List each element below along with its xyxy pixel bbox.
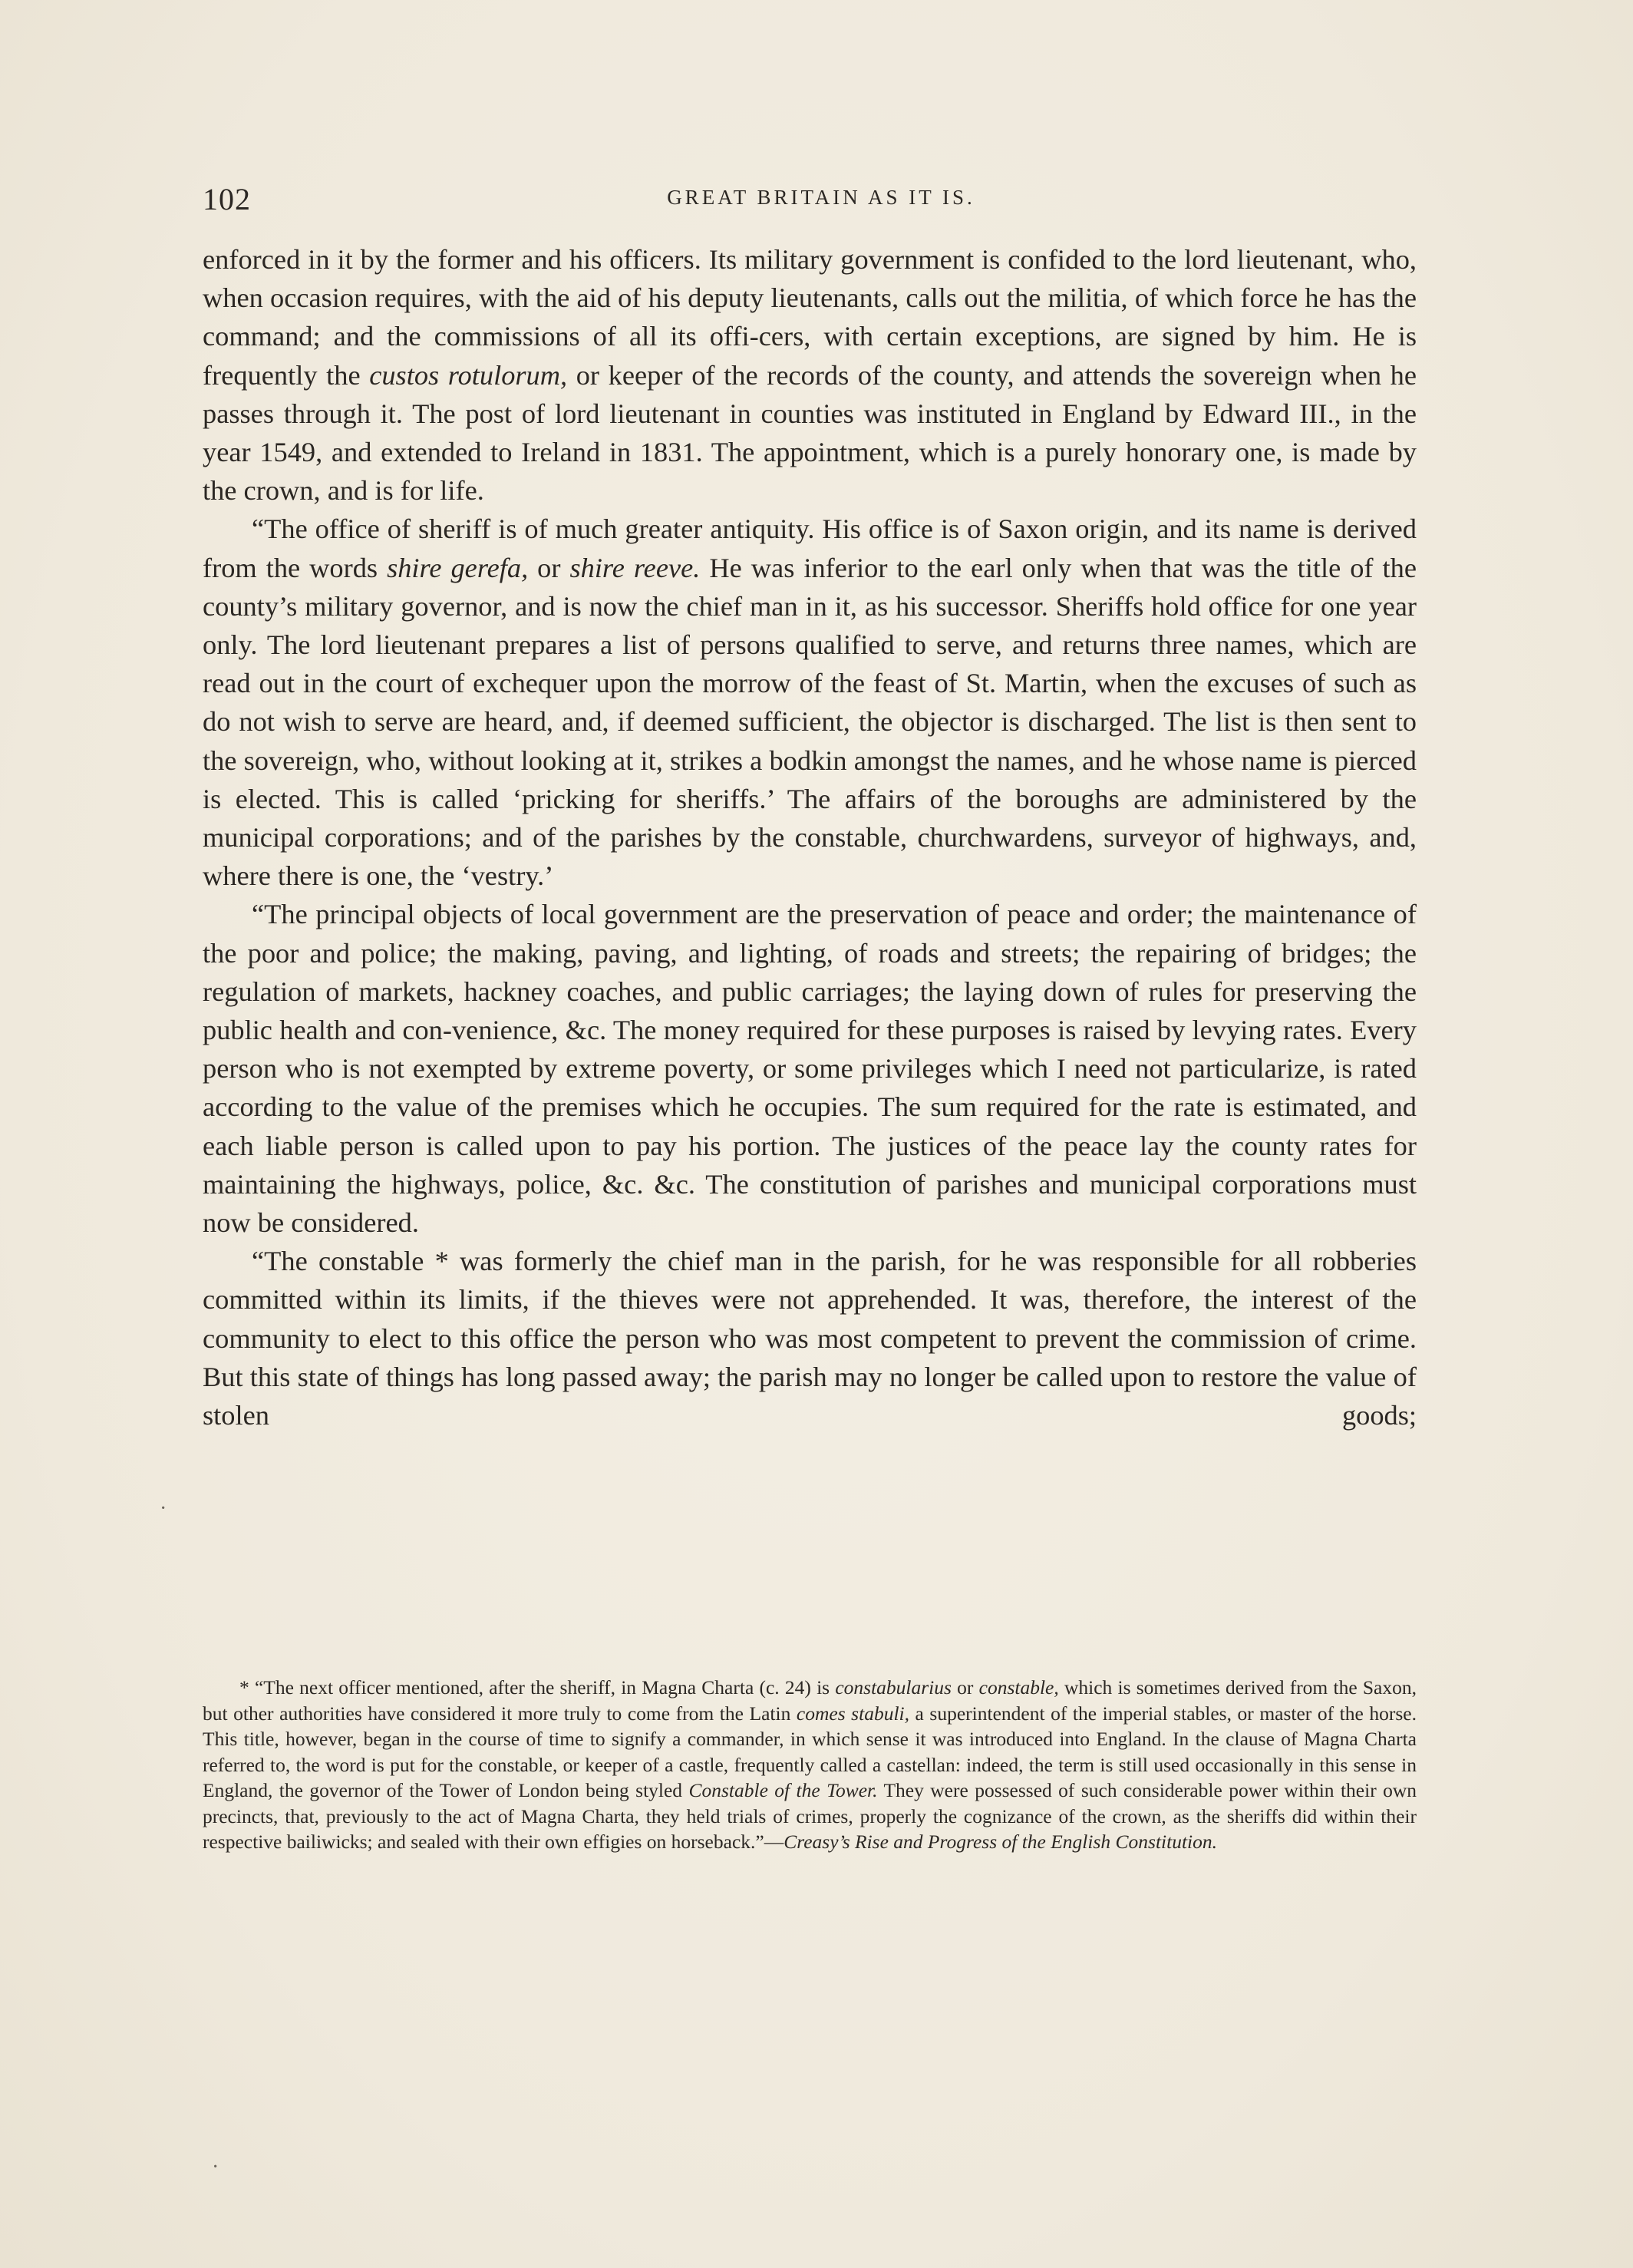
text-run-italic: custos rotulorum, [369, 359, 568, 391]
text-run: “The office of sheriff is of much greater antiquity. His office is of Saxon origin, and its name is derived from the words [203, 513, 1417, 583]
margin-mark: · [212, 2155, 219, 2179]
paragraph-constable [203, 1242, 1417, 1434]
text-run: “The principal objects of local government are the preservation of peace and order; the maintenance of the poor and police; the making, paving, and lighting, of roads and streets; the repairing of bridges; the regulation of markets, hackney coaches, and public carriages; the laying down of rules for preserving the public health and con-venience, &c. The money required for these purposes is raised by levying rates. Every person who is not exempted by extreme poverty, or some privileges which I need not particularize, is rated according to the value of the premises which he occupies. The sum required for the rate is estimated, and each liable person is called upon to pay his portion. The justices of the peace lay the county rates for maintaining the highways, police, &c. &c. The constitution of parishes and municipal corporations must now be considered. [203, 899, 1417, 1239]
footnote-run: They were possessed of such considerable power within their own precincts, that, previously to the act of Magna Charta, they held trials of crimes, properly the cognizance of the crown, as the sheriffs did within their respective bailiwicks; and sealed with their own effigies on horseback.”— [203, 1779, 1417, 1853]
text-run-italic: shire reeve. [569, 552, 701, 583]
running-head [203, 181, 1417, 220]
footnote-run-italic: comes stabuli, [796, 1702, 909, 1725]
text-run: He was inferior to the earl only when that was the title of the county’s military governor, and is now the chief man in it, as his successor. Sheriffs hold office for one year only. The lord lieutenant prepares a list of persons qualified to serve, and returns three names, which are read out in the court of exchequer upon the morrow of the feast of St. Martin, when the excuses of such as do not wish to serve are heard, and, if deemed sufficient, the objector is discharged. The list is then sent to the sovereign, who, without looking at it, strikes a bodkin amongst the names, and he whose name is pierced is elected. This is called ‘pricking for sheriffs.’ The affairs of the boroughs are administered by the municipal corporations; and of the parishes by the constable, churchwardens, surveyor of highways, and, where there is one, the ‘vestry.’ [203, 552, 1417, 892]
paragraph-local-government [203, 895, 1417, 1242]
page-number: 102 [203, 182, 251, 216]
footnote-run-italic: constable, [978, 1676, 1059, 1699]
body-text [203, 240, 1417, 1434]
text-run: “The constable * was formerly the chief man in the parish, for he was responsible for all robberies committed within its limits, if the thieves were not apprehended. It was, therefore, the interest of the community to elect to this office the person who was most competent to prevent the commission of crime. But this state of things has long passed away; the parish may no longer be called upon to restore the value of stolen goods; [203, 1246, 1417, 1431]
margin-mark: · [160, 1497, 167, 1520]
footnote-run: a superintendent of the imperial stables, or master of the horse. This title, however, began in the course of time to signify a commander, in which sense it was introduced into England. In the clause of Magna Charta referred to, the word is put for the constable, or keeper of a castle, frequently called a castellan: indeed, the term is still used occasionally in this sense in England, the governor of the Tower of London being styled [203, 1702, 1417, 1801]
text-run: or keeper of the records of the county, and attends the sovereign when he passes through it. The post of lord lieutenant in counties was instituted in England by Edward III., in the year 1549, and extended to Ireland in 1831. The appointment, which is a purely honorary one, is made by the crown, and is for life. [203, 359, 1417, 507]
footnote-run-italic: Creasy’s Rise and Progress of the English Constitution. [784, 1831, 1218, 1853]
footnote [203, 1675, 1417, 1855]
running-title: GREAT BRITAIN AS IT IS. [667, 186, 975, 209]
text-run: or [528, 552, 570, 583]
paragraph-lord-lieutenant [203, 240, 1417, 510]
paragraph-sheriff [203, 510, 1417, 895]
footnote-run-italic: Constable of the Tower. [688, 1779, 878, 1801]
footnote-run-italic: constabularius [835, 1676, 952, 1699]
text-run-italic: shire gerefa, [387, 552, 529, 583]
footnote-run: which is sometimes derived from the Saxon, but other authorities have considered it more truly to come from the Latin [203, 1676, 1417, 1725]
footnote-run: or [951, 1676, 979, 1699]
footnote-run: * “The next officer mentioned, after the sheriff, in Magna Charta (c. 24) is [239, 1676, 836, 1699]
text-run: enforced in it by the former and his officers. Its military government is confided to the lord lieutenant, who, when occasion requires, with the aid of his deputy lieutenants, calls out the militia, of which force he has the command; and the commissions of all its offi-cers, with certain exceptions, are signed by him. He is frequently the [203, 244, 1417, 391]
